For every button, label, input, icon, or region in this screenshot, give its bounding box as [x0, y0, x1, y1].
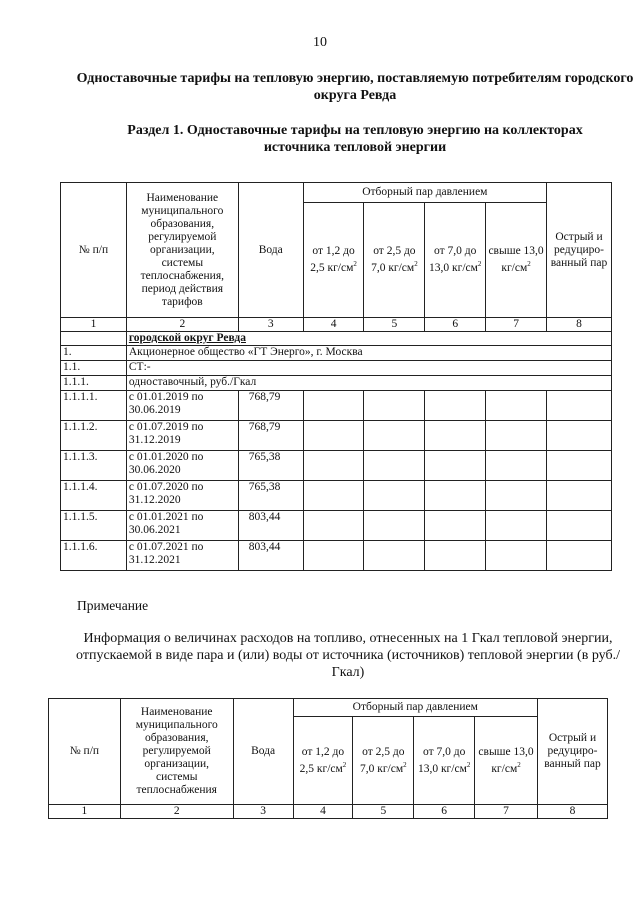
- header-pressure-1: от 1,2 до 2,5 $кг/см^2$: [303, 203, 364, 318]
- region-row: городской округ Ревда: [126, 332, 611, 346]
- header-pressure-2: от 2,5 до 7,0 $кг/см^2$: [353, 717, 414, 805]
- header-num: № п/п: [49, 699, 121, 805]
- row-empty-cell: [425, 511, 486, 541]
- col-number: 2: [120, 805, 233, 819]
- info-paragraph: Информация о величинах расходов на топливо, отнесенных на 1 Гкал тепловой энергии, отпускаемой в виде пара и (или) воды от источника (источников) тепловой энергии (в руб./Гкал): [76, 631, 620, 680]
- tariff-table: [60, 182, 612, 571]
- row-empty-cell: [425, 481, 486, 511]
- tariff-type-num: 1.1.1.: [61, 376, 127, 391]
- row-empty-cell: [364, 511, 425, 541]
- table-row: [61, 451, 612, 481]
- row-empty-cell: [486, 451, 547, 481]
- col-number: 1: [49, 805, 121, 819]
- row-empty-cell: [364, 541, 425, 571]
- row-water-value: 803,44: [238, 511, 303, 541]
- row-period: с 01.07.2020 по 31.12.2020: [126, 481, 238, 511]
- col-number: 3: [238, 318, 303, 332]
- col-number: 6: [414, 805, 475, 819]
- row-empty-cell: [303, 391, 364, 421]
- note-heading: Примечание: [77, 598, 149, 613]
- header-pressure-4: свыше 13,0 $кг/см^2$: [486, 203, 547, 318]
- header-water: Вода: [238, 183, 303, 318]
- col-number: 8: [547, 318, 612, 332]
- row-empty-cell: [364, 451, 425, 481]
- row-empty-cell: [486, 541, 547, 571]
- header-pressure-3: от 7,0 до 13,0 $кг/см^2$: [414, 717, 475, 805]
- row-empty-cell: [303, 511, 364, 541]
- header-pressure-3: от 7,0 до 13,0 $кг/см^2$: [425, 203, 486, 318]
- row-empty-cell: [303, 541, 364, 571]
- document-title: Одноставочные тарифы на тепловую энергию, поставляемую потребителям городского округа Ревда: [76, 71, 634, 103]
- row-period: с 01.07.2019 по 31.12.2019: [126, 421, 238, 451]
- fuel-cost-table: [48, 698, 608, 819]
- table-row: [61, 541, 612, 571]
- header-pressure-2: от 2,5 до 7,0 $кг/см^2$: [364, 203, 425, 318]
- row-empty-cell: [303, 451, 364, 481]
- row-empty-cell: [364, 391, 425, 421]
- row-empty-cell: [547, 481, 612, 511]
- col-number: 4: [293, 805, 353, 819]
- col-number: 4: [303, 318, 364, 332]
- col-number: 2: [126, 318, 238, 332]
- row-empty-cell: [486, 421, 547, 451]
- row-period: с 01.01.2021 по 30.06.2021: [126, 511, 238, 541]
- row-num: 1.1.1.2.: [61, 421, 127, 451]
- row-empty-cell: [547, 391, 612, 421]
- row-empty-cell: [425, 451, 486, 481]
- row-empty-cell: [303, 481, 364, 511]
- row-empty-cell: [486, 511, 547, 541]
- header-name: Наименование муниципального образования, регулируемой организации, системы теплоснабжения: [120, 699, 233, 805]
- header-sharp-steam: Острый и редуциро-ванный пар: [547, 183, 612, 318]
- system-num: 1.1.: [61, 361, 127, 376]
- row-empty-cell: [486, 391, 547, 421]
- row-water-value: 765,38: [238, 481, 303, 511]
- header-name: Наименование муниципального образования, регулируемой организации, системы теплоснабжения, период действия тарифов: [126, 183, 238, 318]
- table-row: [61, 481, 612, 511]
- header-num: № п/п: [61, 183, 127, 318]
- header-sharp-steam: Острый и редуциро-ванный пар: [537, 699, 607, 805]
- table-row: [61, 421, 612, 451]
- row-empty-cell: [425, 541, 486, 571]
- row-empty-cell: [425, 391, 486, 421]
- row-empty-cell: [547, 511, 612, 541]
- row-empty-cell: [486, 481, 547, 511]
- table-row: [61, 511, 612, 541]
- row-empty-cell: [547, 421, 612, 451]
- row-num: 1.1.1.4.: [61, 481, 127, 511]
- header-water: Вода: [233, 699, 293, 805]
- col-number: 5: [364, 318, 425, 332]
- row-empty-cell: [364, 481, 425, 511]
- row-empty-cell: [364, 421, 425, 451]
- system-name: СТ:-: [126, 361, 611, 376]
- row-water-value: 768,79: [238, 421, 303, 451]
- row-period: с 01.01.2019 по 30.06.2019: [126, 391, 238, 421]
- row-num: 1.1.1.6.: [61, 541, 127, 571]
- header-pressure-4: свыше 13,0 $кг/см^2$: [475, 717, 538, 805]
- row-num: 1.1.1.5.: [61, 511, 127, 541]
- page-number: 10: [313, 35, 327, 50]
- col-number: 7: [475, 805, 538, 819]
- org-name: Акционерное общество «ГТ Энерго», г. Москва: [126, 346, 611, 361]
- header-pressure-1: от 1,2 до 2,5 $кг/см^2$: [293, 717, 353, 805]
- header-steam-group: Отборный пар давлением: [303, 183, 546, 203]
- row-num: 1.1.1.1.: [61, 391, 127, 421]
- col-number: 5: [353, 805, 414, 819]
- org-num: 1.: [61, 346, 127, 361]
- col-number: 1: [61, 318, 127, 332]
- row-empty-cell: [547, 541, 612, 571]
- row-water-value: 765,38: [238, 451, 303, 481]
- col-number: 6: [425, 318, 486, 332]
- row-empty-cell: [303, 421, 364, 451]
- col-number: 7: [486, 318, 547, 332]
- tariff-type: одноставочный, руб./Гкал: [126, 376, 611, 391]
- table-row: [61, 391, 612, 421]
- row-water-value: 768,79: [238, 391, 303, 421]
- row-empty-cell: [425, 421, 486, 451]
- row-num: 1.1.1.3.: [61, 451, 127, 481]
- row-period: с 01.01.2020 по 30.06.2020: [126, 451, 238, 481]
- row-water-value: 803,44: [238, 541, 303, 571]
- col-number: 3: [233, 805, 293, 819]
- header-steam-group: Отборный пар давлением: [293, 699, 537, 717]
- row-empty-cell: [547, 451, 612, 481]
- col-number: 8: [537, 805, 607, 819]
- section-title: Раздел 1. Одноставочные тарифы на тепловую энергию на коллекторах источника тепловой энергии: [127, 123, 583, 155]
- row-period: с 01.07.2021 по 31.12.2021: [126, 541, 238, 571]
